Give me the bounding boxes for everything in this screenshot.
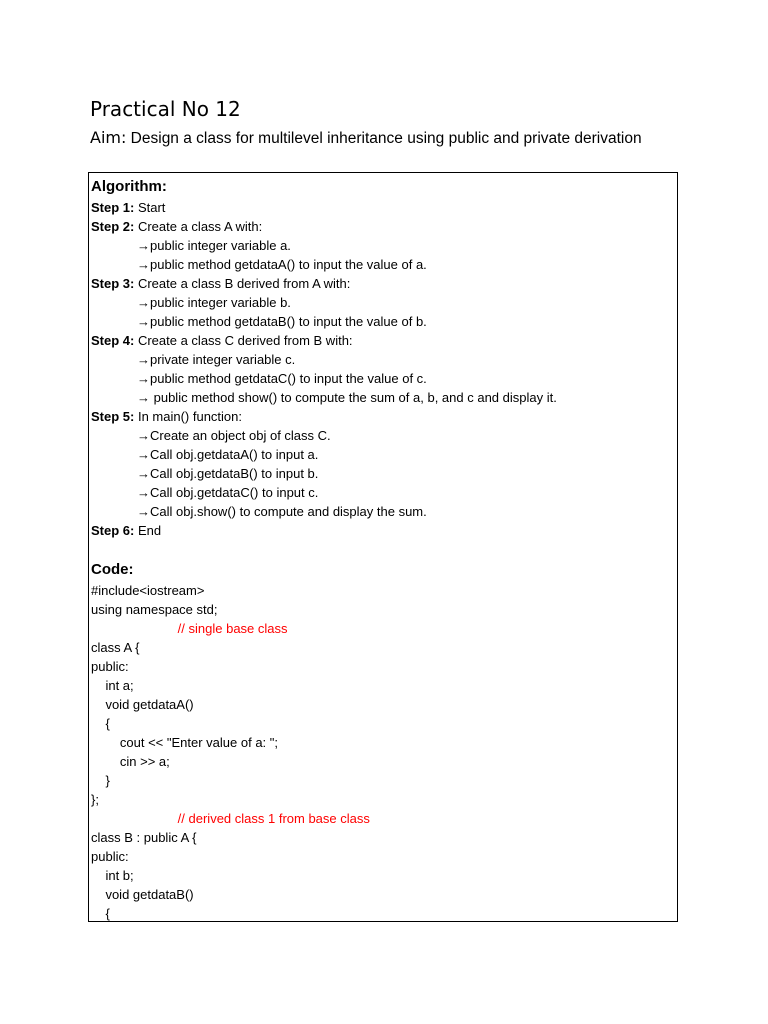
arrow-icon: → — [137, 371, 150, 386]
algorithm-steps — [91, 198, 675, 540]
code-line: #include<iostream> — [91, 583, 205, 598]
algorithm-substep — [91, 236, 675, 255]
algorithm-step — [91, 331, 675, 350]
algorithm-substep — [91, 312, 675, 331]
code-line: using namespace std; — [91, 602, 218, 617]
algorithm-substep — [91, 426, 675, 445]
code-heading: Code: — [91, 561, 134, 578]
arrow-icon: → — [137, 295, 150, 310]
algorithm-step — [91, 217, 675, 236]
algorithm-step — [91, 521, 675, 540]
code-line: int a; — [91, 678, 134, 693]
substep-text: Call obj.getdataC() to input c. — [150, 485, 319, 500]
step-text: End — [134, 523, 162, 538]
content-body — [91, 176, 675, 922]
spacer — [91, 540, 675, 559]
substep-text: public method getdataB() to input the value of b. — [150, 314, 427, 329]
arrow-icon: → — [137, 352, 150, 367]
substep-text: public integer variable b. — [150, 295, 291, 310]
arrow-icon: → — [137, 447, 150, 462]
code-block — [91, 581, 675, 922]
algorithm-substep — [91, 350, 675, 369]
substep-text: Call obj.show() to compute and display the sum. — [150, 504, 427, 519]
code-line: class B : public A { — [91, 830, 197, 845]
step-text: Create a class C derived from B with: — [134, 333, 353, 348]
substep-text: Call obj.getdataB() to input b. — [150, 466, 319, 481]
code-line: void getdataA() — [91, 697, 194, 712]
code-line: int b; — [91, 868, 134, 883]
algorithm-substep — [91, 255, 675, 274]
code-line: public: — [91, 849, 129, 864]
arrow-icon: → — [137, 390, 150, 405]
algorithm-substep — [91, 445, 675, 464]
aim-text: Design a class for multilevel inheritance using public and private derivation — [126, 130, 642, 147]
code-line: public: — [91, 659, 129, 674]
code-comment: // single base class — [91, 621, 288, 636]
algorithm-step — [91, 198, 675, 217]
arrow-icon: → — [137, 504, 150, 519]
algorithm-step — [91, 407, 675, 426]
arrow-icon: → — [137, 314, 150, 329]
step-text: Create a class A with: — [134, 219, 263, 234]
code-line: void getdataB() — [91, 887, 194, 902]
step-label: Step 2: — [91, 219, 135, 234]
step-label: Step 1: — [91, 200, 135, 215]
arrow-icon: → — [137, 428, 150, 443]
code-line: { — [91, 716, 110, 731]
step-text: Create a class B derived from A with: — [134, 276, 351, 291]
substep-text: private integer variable c. — [150, 352, 296, 367]
algorithm-substep — [91, 369, 675, 388]
step-label: Step 4: — [91, 333, 135, 348]
code-line: } — [91, 773, 110, 788]
substep-text: public method show() to compute the sum of a, b, and c and display it. — [150, 390, 557, 405]
algorithm-substep — [91, 388, 675, 407]
substep-text: public method getdataA() to input the value of a. — [150, 257, 427, 272]
step-label: Step 6: — [91, 523, 135, 538]
code-comment: // derived class 1 from base class — [91, 811, 370, 826]
code-line: cout << "Enter value of a: "; — [91, 735, 278, 750]
algorithm-substep — [91, 483, 675, 502]
page-title: Practical No 12 — [90, 97, 241, 121]
substep-text: public method getdataC() to input the value of c. — [150, 371, 427, 386]
code-line: class A { — [91, 640, 140, 655]
algorithm-substep — [91, 502, 675, 521]
arrow-icon: → — [137, 485, 150, 500]
algorithm-step — [91, 274, 675, 293]
code-line: }; — [91, 792, 99, 807]
step-label: Step 3: — [91, 276, 135, 291]
aim-label: Aim: — [90, 128, 127, 147]
arrow-icon: → — [137, 466, 150, 481]
content-box — [88, 172, 678, 922]
substep-text: Call obj.getdataA() to input a. — [150, 447, 319, 462]
aim-line — [90, 127, 642, 150]
arrow-icon: → — [137, 257, 150, 272]
algorithm-heading: Algorithm: — [91, 178, 167, 195]
code-line: cin >> a; — [91, 754, 170, 769]
code-line: { — [91, 906, 110, 921]
arrow-icon: → — [137, 238, 150, 253]
substep-text: Create an object obj of class C. — [150, 428, 331, 443]
step-label: Step 5: — [91, 409, 135, 424]
substep-text: public integer variable a. — [150, 238, 291, 253]
algorithm-substep — [91, 464, 675, 483]
step-text: In main() function: — [134, 409, 242, 424]
algorithm-substep — [91, 293, 675, 312]
step-text: Start — [134, 200, 166, 215]
